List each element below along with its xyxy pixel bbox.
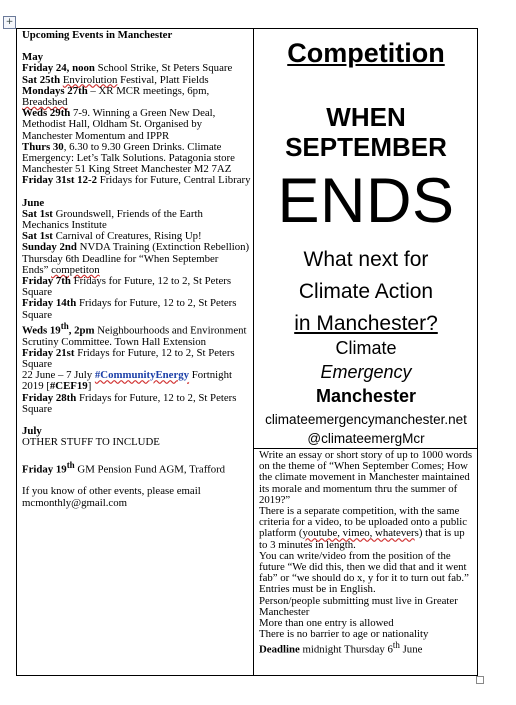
event-jun-14: Friday 14th Fridays for Future, 12 to 2, St Peters Square: [22, 297, 237, 321]
details-p1: Write an essay or short story of up to 1000 words on the theme of “When September Comes; How the climate movement in Manchester maintained its morale and momentum thru the summer of 2019?”: [259, 449, 473, 506]
month-june: June: [22, 196, 45, 209]
logo-emergency: Emergency: [320, 362, 412, 382]
events-footer: If you know of other events, please email mcmonthly@gmail.com: [22, 485, 201, 509]
month-july: July: [22, 425, 42, 438]
event-jun-22: 22 June – 7 July #CommunityEnergy Fortnight 2019 [#CEF19]: [22, 369, 232, 393]
other-stuff: OTHER STUFF TO INCLUDE: [22, 436, 160, 449]
event-jun-28: Friday 28th Fridays for Future, 12 to 2, St Peters Square: [22, 391, 237, 415]
table-resize-handle[interactable]: [476, 676, 484, 684]
month-may: May: [22, 51, 43, 64]
event-jun-7: Friday 7th Fridays for Future, 12 to 2, St Peters Square: [22, 275, 232, 299]
event-may-25: Sat 25th Envirolution Festival, Platt Fields: [22, 73, 209, 86]
logo-climate: Climate: [335, 338, 397, 358]
event-jun-1a: Sat 1st Groundswell, Friends of the Earth Mechanics Institute: [22, 207, 203, 232]
events-column: [22, 30, 252, 509]
event-jul-19: Friday 19th GM Pension Fund AGM, Trafford: [22, 459, 226, 476]
competition-details: [259, 450, 475, 656]
details-p4: Person/people submitting must live in Greater Manchester: [259, 594, 458, 618]
poster-question: What next for Climate Action in Manchester?: [294, 248, 438, 335]
details-p2: There is a separate competition, with the same criteria for a video, to be uploaded onto a public platform (youtube, vimeo, whatevers) that is up to 3 minutes in length.: [259, 505, 468, 551]
event-may-30: Thurs 30, 6.30 to 9.30 Green Drinks. Climate Emergency: Let’s Talk Solutions. Patagonia store Manchester 51 King Street Manchester M2 7AZ: [22, 140, 235, 176]
twitter-handle: @climateemergMcr: [307, 431, 425, 446]
poster-ends: ENDS: [277, 166, 455, 236]
event-may-27: Mondays 27th – XR MCR meetings, 6pm, Breadshed: [22, 84, 210, 109]
details-deadline: Deadline midnight Thursday 6th June: [259, 640, 423, 657]
table-move-handle[interactable]: +: [3, 16, 16, 29]
competition-title: Competition: [287, 38, 445, 68]
details-p5: More than one entry is allowed: [259, 617, 394, 630]
event-jun-2: Sunday 2nd NVDA Training (Extinction Rebellion): [22, 241, 250, 254]
event-jun-6: Thursday 6th Deadline for “When September Ends” competiton: [22, 252, 219, 276]
event-jun-21: Friday 21st Fridays for Future, 12 to 2, St Peters Square: [22, 346, 235, 371]
poster-contacts: [254, 410, 478, 448]
events-heading: Upcoming Events in Manchester: [22, 29, 173, 41]
logo-manchester: Manchester: [315, 386, 417, 406]
event-may-29: Weds 29th 7-9. Winning a Green New Deal, Methodist Hall, Oldham St. Organised by Manchester Momentum and IPPR: [22, 107, 216, 142]
details-p3: You can write/video from the position of the future “We did this, then we did that and it went fab” or “we should do x, y for it to turn out fab.” Entries must be in English.: [259, 549, 469, 596]
website: climateemergencymanchester.net: [265, 412, 467, 427]
event-jun-19: Weds 19th, 2pm Neighbourhoods and Environment Scrutiny Committee. Town Hall Extension: [22, 320, 247, 348]
details-p6: There is no barrier to age or nationality: [259, 628, 429, 641]
event-may-31: Friday 31st 12-2 Fridays for Future, Central Library: [22, 174, 251, 187]
event-jun-1b: Sat 1st Carnival of Creatures, Rising Up!: [22, 230, 202, 243]
event-may-24: Friday 24, noon School Strike, St Peters Square: [22, 62, 233, 75]
poster-when: WHEN SEPTEMBER: [285, 102, 447, 162]
